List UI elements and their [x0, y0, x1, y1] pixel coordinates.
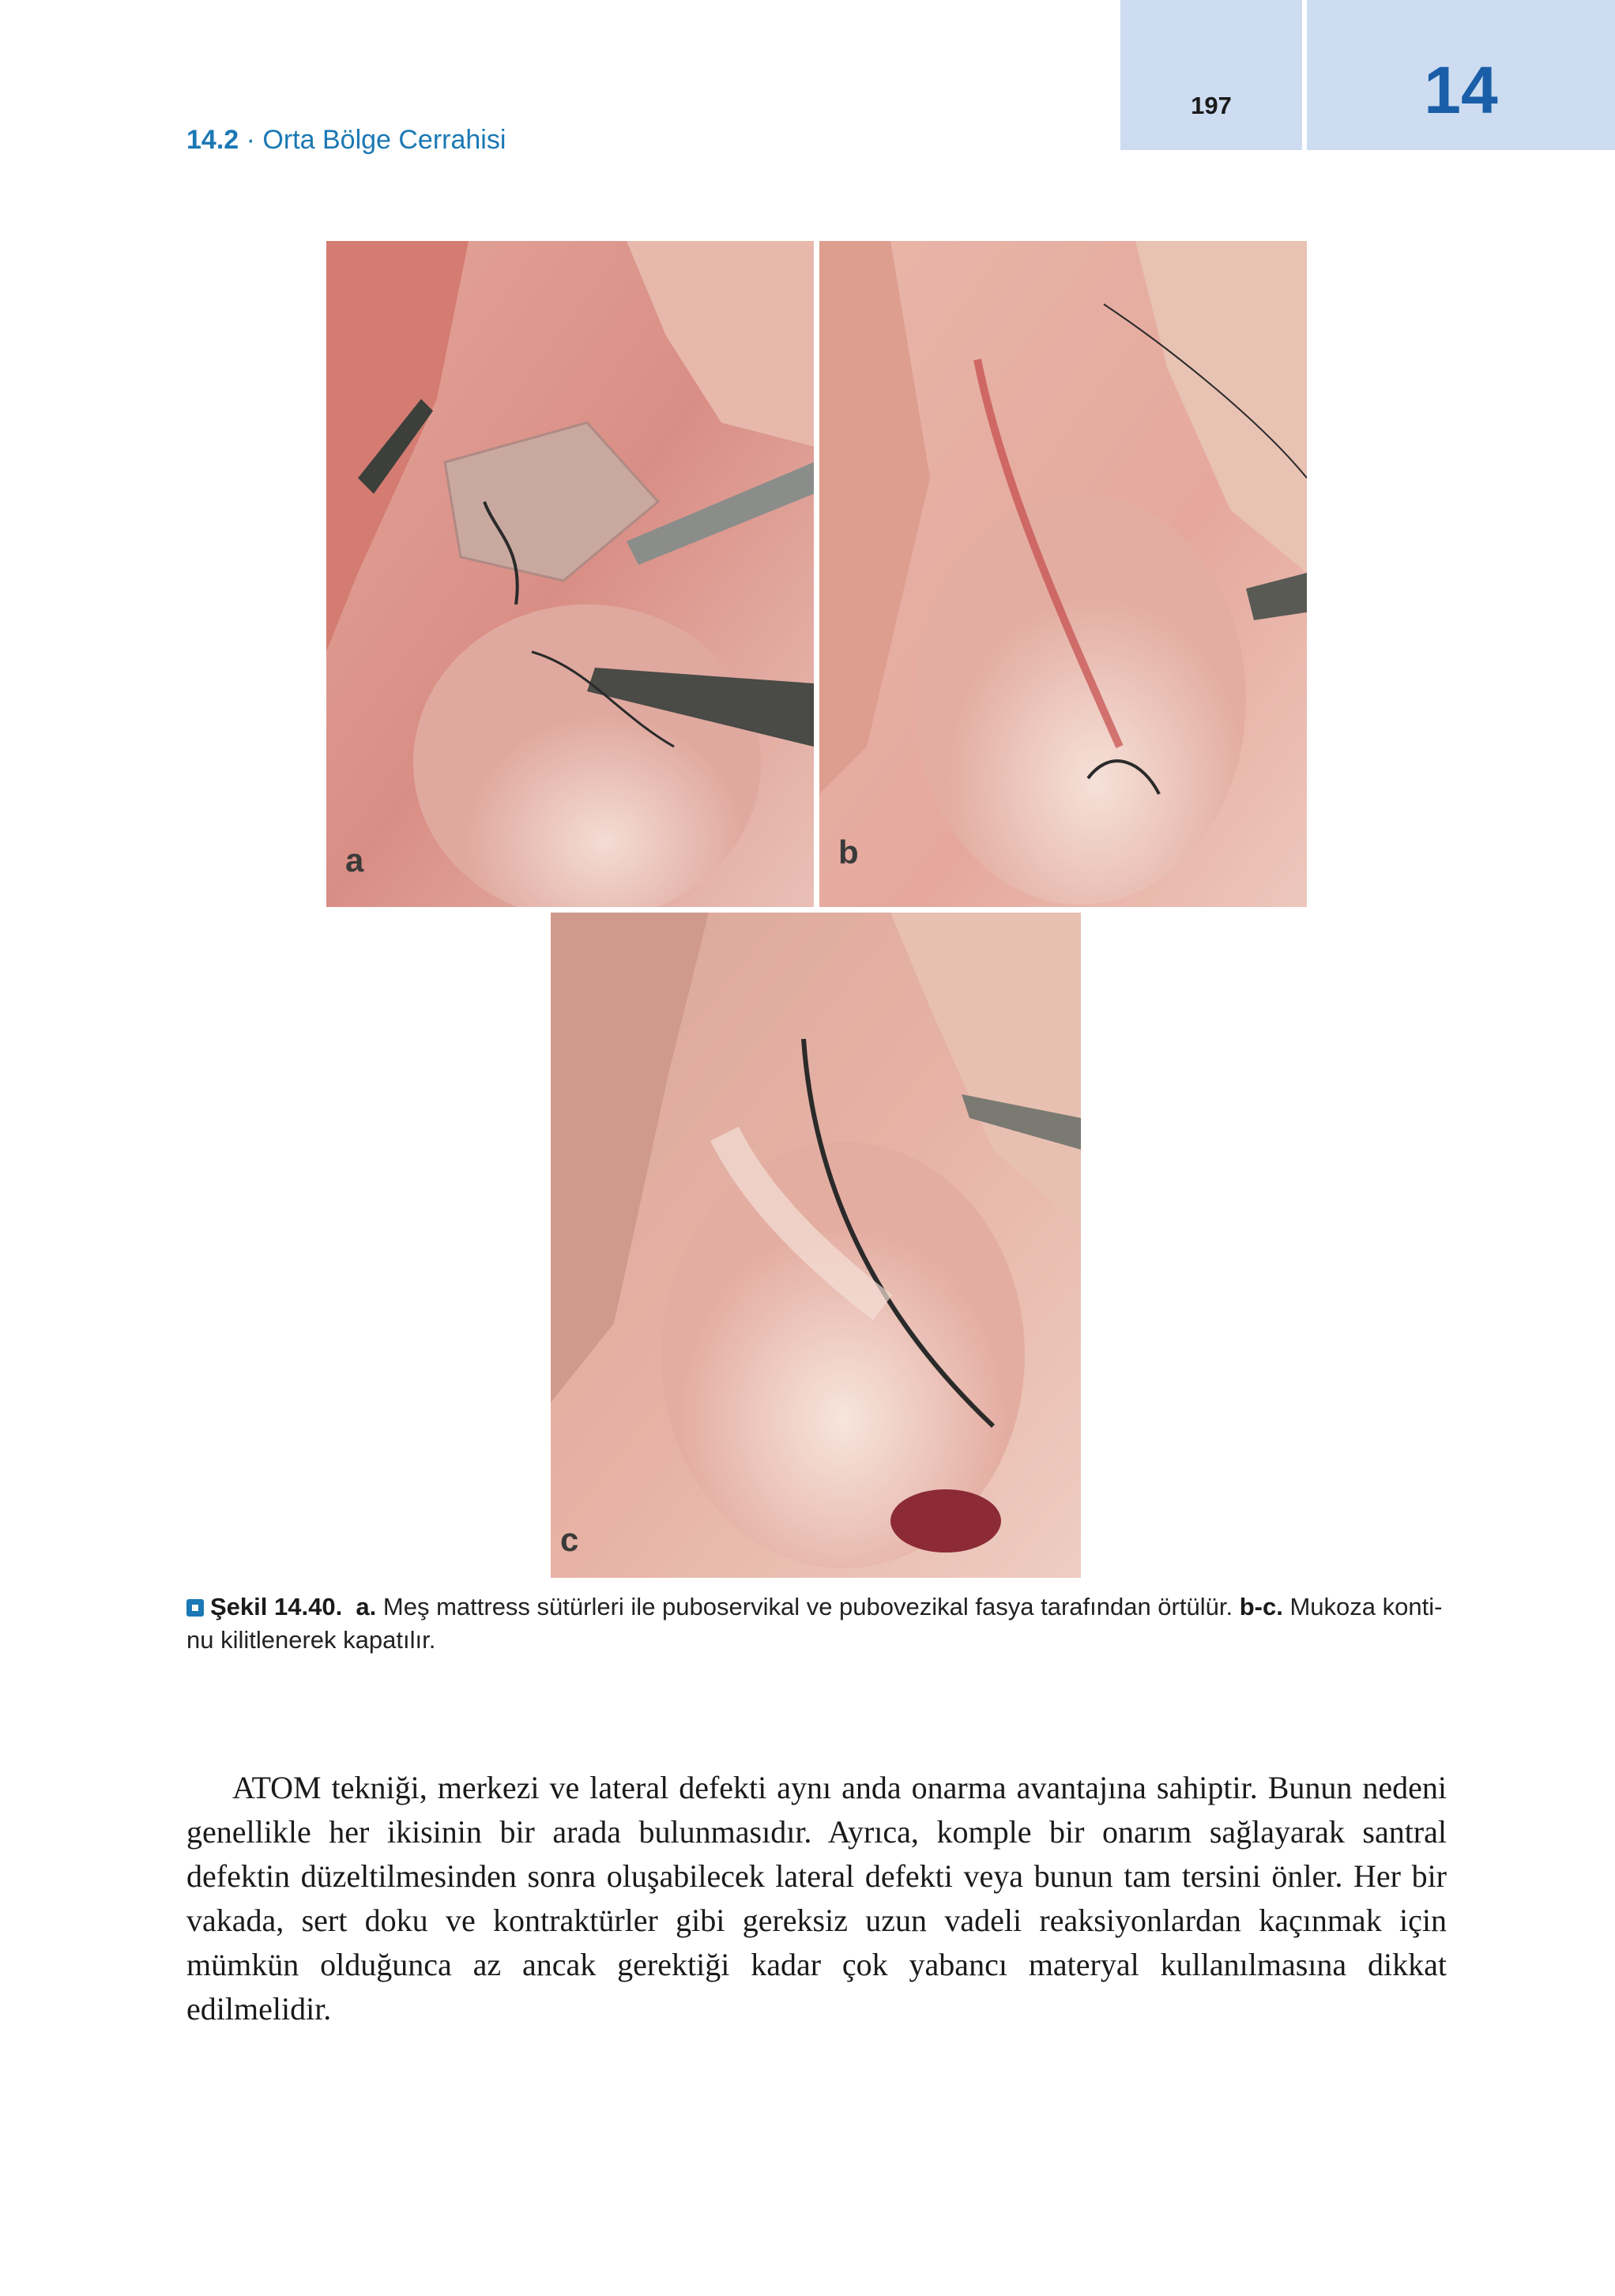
section-title: Orta Bölge Cerrahisi: [262, 125, 506, 155]
panel-label-a: a: [345, 841, 364, 879]
running-header: [186, 125, 506, 156]
caption-part-bc-text: Mukoza kontinu kilitlenerek kapatılır.: [186, 1593, 1443, 1654]
caption-part-a-marker: a.: [356, 1593, 377, 1620]
figure-panel-c: [551, 913, 1081, 1578]
figure-marker-icon: [186, 1599, 204, 1617]
surgical-photo-a: [326, 241, 814, 907]
page-number: 197: [1191, 92, 1232, 119]
section-number: 14.2: [186, 125, 239, 155]
body-paragraph: ATOM tekniği, merkezi ve lateral defekti aynı anda onarma avantajına sahiptir. Bunun nedeni genellikle her ikisinin bir arada bulunmasıdır. Ayrıca, komple bir onarım sağlayarak santral defektin düzeltilmesinden sonra oluşabilecek lateral defekti veya bunun tam tersini önler. Her bir vakada, sert doku ve kontraktürler gibi gereksiz uzun vadeli reaksiyonlardan kaçınmak için mümkün olduğunca az ancak gerektiği kadar çok yabancı materyal kullanılmasına dikkat edilmelidir.: [186, 1770, 1447, 2027]
surgical-photo-c: [551, 913, 1081, 1578]
caption-label: Şekil 14.40.: [210, 1593, 343, 1620]
figure-panel-a: [326, 241, 814, 907]
panel-label-b: b: [838, 834, 859, 871]
panel-label-c: c: [560, 1521, 579, 1558]
surgical-photo-b: [819, 241, 1307, 907]
section-separator: ·: [239, 125, 263, 155]
page-number-tab: [1120, 0, 1302, 150]
caption-part-bc-marker: b-c.: [1239, 1593, 1283, 1620]
chapter-number: 14: [1424, 53, 1498, 127]
caption-part-a-text: Meş mattress sütürleri ile puboservikal ve pubovezikal fasya tarafından örtülür.: [382, 1593, 1233, 1620]
figure-caption: [186, 1590, 1447, 1657]
figure-panel-b: [819, 241, 1307, 907]
